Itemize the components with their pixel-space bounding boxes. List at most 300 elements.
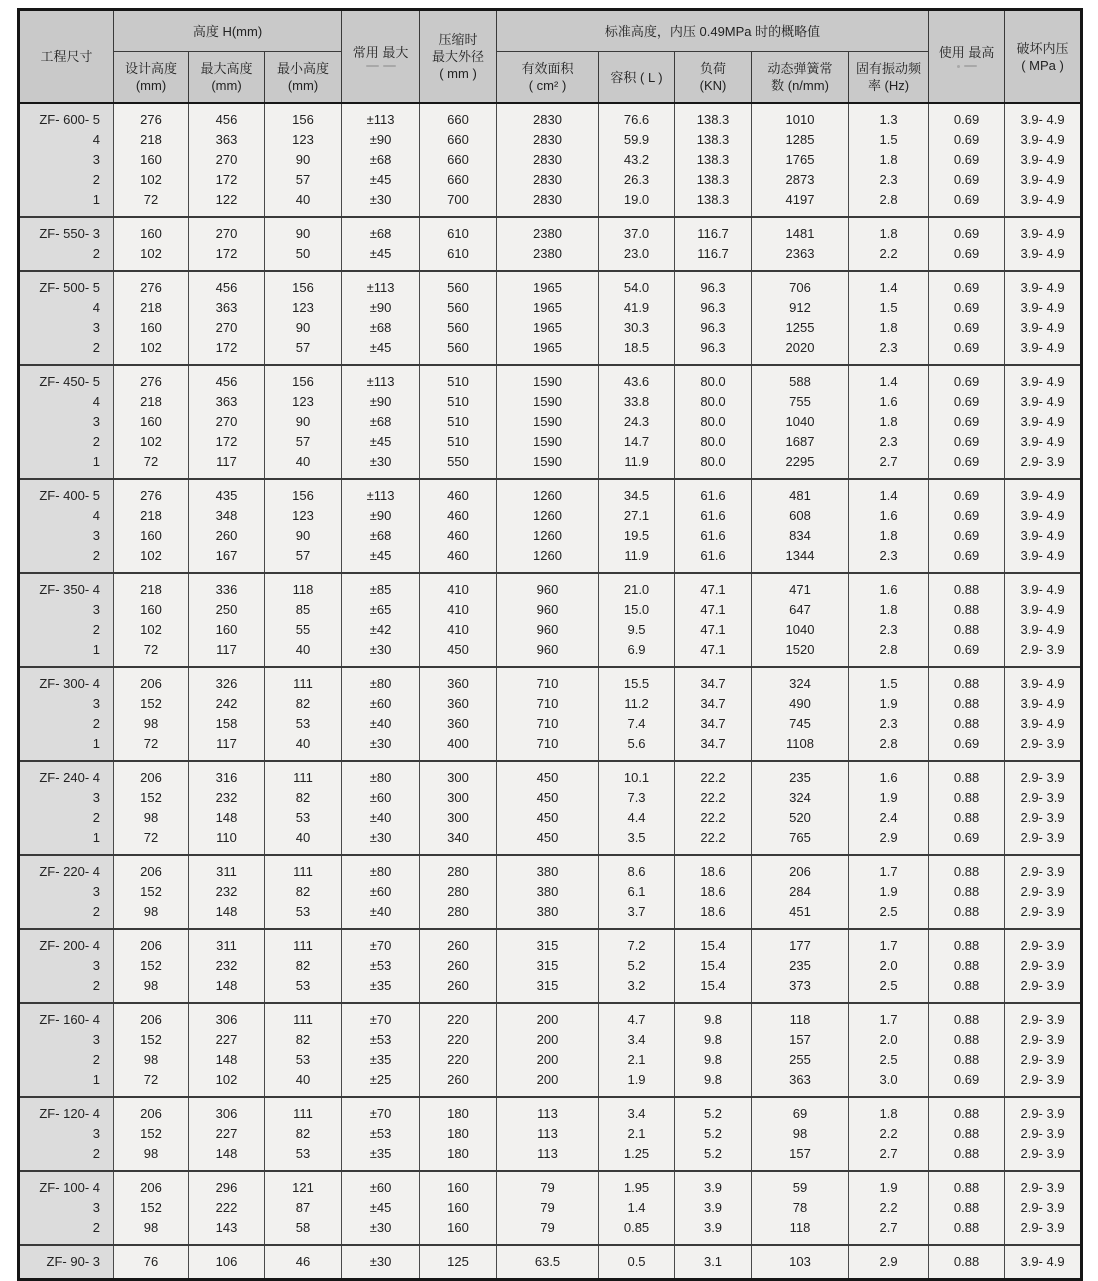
value-cell: 98: [114, 714, 189, 734]
value-cell: ±42: [342, 620, 420, 640]
value-cell: 160: [420, 1198, 497, 1218]
value-cell: ±90: [342, 298, 420, 318]
value-cell: 2.9- 3.9: [1005, 1218, 1082, 1245]
value-cell: 2.2: [849, 244, 929, 271]
value-cell: 0.88: [929, 1097, 1005, 1124]
value-cell: 2.9- 3.9: [1005, 1171, 1082, 1198]
value-cell: 206: [114, 929, 189, 956]
value-cell: ±35: [342, 1050, 420, 1070]
value-cell: 206: [114, 855, 189, 882]
value-cell: 608: [752, 506, 849, 526]
value-cell: 90: [265, 150, 342, 170]
value-cell: 220: [420, 1003, 497, 1030]
value-cell: 1.4: [849, 479, 929, 506]
value-cell: 490: [752, 694, 849, 714]
value-cell: 3.9: [675, 1218, 752, 1245]
value-cell: 3.9- 4.9: [1005, 244, 1082, 271]
value-cell: 113: [497, 1097, 599, 1124]
value-cell: 113: [497, 1144, 599, 1171]
value-cell: 1.9: [849, 788, 929, 808]
value-cell: 22.2: [675, 761, 752, 788]
value-cell: 218: [114, 392, 189, 412]
value-cell: 765: [752, 828, 849, 855]
value-cell: 148: [189, 1144, 265, 1171]
value-cell: 3.9- 4.9: [1005, 546, 1082, 573]
value-cell: 1.8: [849, 217, 929, 244]
header-load: 负荷 (KN): [675, 52, 752, 104]
value-cell: 0.88: [929, 694, 1005, 714]
table-row: [19, 902, 1082, 929]
value-cell: 450: [497, 828, 599, 855]
value-cell: 380: [497, 902, 599, 929]
value-cell: 481: [752, 479, 849, 506]
value-cell: 98: [114, 1144, 189, 1171]
value-cell: ±30: [342, 190, 420, 217]
value-cell: 2.9: [849, 1245, 929, 1280]
table-row: [19, 855, 1082, 882]
value-cell: 160: [189, 620, 265, 640]
value-cell: 1.5: [849, 130, 929, 150]
value-cell: 40: [265, 190, 342, 217]
header-engineering-size: 工程尺寸: [19, 10, 114, 104]
value-cell: 316: [189, 761, 265, 788]
table-row: [19, 452, 1082, 479]
value-cell: 460: [420, 546, 497, 573]
redacted-text-remnant: [342, 63, 419, 69]
value-cell: 2.8: [849, 190, 929, 217]
value-cell: 1687: [752, 432, 849, 452]
value-cell: 1.7: [849, 855, 929, 882]
value-cell: 152: [114, 882, 189, 902]
value-cell: 200: [497, 1070, 599, 1097]
value-cell: 0.69: [929, 640, 1005, 667]
value-cell: 123: [265, 130, 342, 150]
value-cell: 0.69: [929, 479, 1005, 506]
value-cell: 2.9- 3.9: [1005, 1003, 1082, 1030]
value-cell: 1.95: [599, 1171, 675, 1198]
value-cell: 152: [114, 788, 189, 808]
value-cell: 5.2: [599, 956, 675, 976]
value-cell: 14.7: [599, 432, 675, 452]
value-cell: 0.69: [929, 452, 1005, 479]
value-cell: 276: [114, 271, 189, 298]
value-cell: 2.0: [849, 956, 929, 976]
value-cell: 156: [265, 271, 342, 298]
value-cell: 9.5: [599, 620, 675, 640]
value-cell: 1965: [497, 271, 599, 298]
value-cell: 0.88: [929, 976, 1005, 1003]
value-cell: ±70: [342, 1097, 420, 1124]
value-cell: 360: [420, 667, 497, 694]
model-cell: ZF- 240- 4: [19, 761, 114, 788]
value-cell: 1590: [497, 365, 599, 392]
value-cell: 53: [265, 714, 342, 734]
value-cell: 520: [752, 808, 849, 828]
value-cell: 24.3: [599, 412, 675, 432]
model-cell: 4: [19, 298, 114, 318]
value-cell: 232: [189, 956, 265, 976]
value-cell: 98: [114, 808, 189, 828]
value-cell: 280: [420, 855, 497, 882]
value-cell: 19.0: [599, 190, 675, 217]
value-cell: 123: [265, 506, 342, 526]
value-cell: 1.5: [849, 667, 929, 694]
value-cell: ±80: [342, 855, 420, 882]
value-cell: 456: [189, 103, 265, 130]
value-cell: 300: [420, 808, 497, 828]
value-cell: 0.69: [929, 546, 1005, 573]
value-cell: 1.4: [849, 271, 929, 298]
value-cell: 3.0: [849, 1070, 929, 1097]
value-cell: 111: [265, 855, 342, 882]
value-cell: 311: [189, 929, 265, 956]
table-row: [19, 1124, 1082, 1144]
value-cell: 0.88: [929, 1171, 1005, 1198]
value-cell: 61.6: [675, 526, 752, 546]
value-cell: 111: [265, 1003, 342, 1030]
value-cell: 2.3: [849, 546, 929, 573]
value-cell: 2.7: [849, 452, 929, 479]
value-cell: 180: [420, 1097, 497, 1124]
value-cell: 0.69: [929, 130, 1005, 150]
value-cell: ±30: [342, 828, 420, 855]
value-cell: 2.9- 3.9: [1005, 855, 1082, 882]
value-cell: 102: [114, 432, 189, 452]
value-cell: 0.69: [929, 338, 1005, 365]
table-row: [19, 318, 1082, 338]
value-cell: 1.25: [599, 1144, 675, 1171]
value-cell: 157: [752, 1030, 849, 1050]
table-row: [19, 600, 1082, 620]
value-cell: 63.5: [497, 1245, 599, 1280]
value-cell: 47.1: [675, 620, 752, 640]
value-cell: 2.9- 3.9: [1005, 1144, 1082, 1171]
table-row: [19, 1030, 1082, 1050]
value-cell: 255: [752, 1050, 849, 1070]
value-cell: 102: [114, 338, 189, 365]
value-cell: 710: [497, 667, 599, 694]
value-cell: 227: [189, 1030, 265, 1050]
value-cell: ±45: [342, 432, 420, 452]
value-cell: 460: [420, 526, 497, 546]
value-cell: 324: [752, 788, 849, 808]
value-cell: ±35: [342, 1144, 420, 1171]
value-cell: 53: [265, 902, 342, 929]
value-cell: 0.69: [929, 412, 1005, 432]
value-cell: 57: [265, 546, 342, 573]
table-row: [19, 392, 1082, 412]
value-cell: 206: [114, 761, 189, 788]
value-cell: 46: [265, 1245, 342, 1280]
value-cell: 450: [497, 761, 599, 788]
value-cell: ±68: [342, 318, 420, 338]
model-cell: 3: [19, 694, 114, 714]
spec-table-body: [19, 103, 1082, 1280]
table-row: [19, 190, 1082, 217]
header-effective-area: 有效面积 ( cm² ): [497, 52, 599, 104]
value-cell: 34.7: [675, 694, 752, 714]
value-cell: 380: [497, 882, 599, 902]
table-row: [19, 714, 1082, 734]
value-cell: 710: [497, 694, 599, 714]
value-cell: 0.69: [929, 392, 1005, 412]
value-cell: ±40: [342, 808, 420, 828]
model-cell: ZF- 450- 5: [19, 365, 114, 392]
value-cell: 18.6: [675, 882, 752, 902]
value-cell: 98: [752, 1124, 849, 1144]
value-cell: 53: [265, 808, 342, 828]
value-cell: 1590: [497, 452, 599, 479]
value-cell: ±30: [342, 640, 420, 667]
value-cell: 0.88: [929, 956, 1005, 976]
value-cell: 206: [114, 1003, 189, 1030]
value-cell: 3.9: [675, 1198, 752, 1218]
table-row: [19, 573, 1082, 600]
value-cell: 117: [189, 640, 265, 667]
value-cell: 0.69: [929, 298, 1005, 318]
value-cell: 755: [752, 392, 849, 412]
value-cell: 7.4: [599, 714, 675, 734]
table-row: [19, 546, 1082, 573]
value-cell: 2.4: [849, 808, 929, 828]
value-cell: 2.9- 3.9: [1005, 976, 1082, 1003]
model-cell: 3: [19, 1124, 114, 1144]
value-cell: 79: [497, 1171, 599, 1198]
value-cell: 102: [114, 244, 189, 271]
value-cell: 118: [265, 573, 342, 600]
value-cell: 18.6: [675, 902, 752, 929]
value-cell: 34.7: [675, 667, 752, 694]
value-cell: 3.2: [599, 976, 675, 1003]
table-row: [19, 170, 1082, 190]
value-cell: ±25: [342, 1070, 420, 1097]
value-cell: 2.9- 3.9: [1005, 956, 1082, 976]
value-cell: 3.9- 4.9: [1005, 318, 1082, 338]
value-cell: 111: [265, 761, 342, 788]
value-cell: 47.1: [675, 600, 752, 620]
value-cell: 0.69: [929, 506, 1005, 526]
value-cell: 1.7: [849, 929, 929, 956]
value-cell: 588: [752, 365, 849, 392]
value-cell: 1.8: [849, 150, 929, 170]
value-cell: 5.2: [675, 1124, 752, 1144]
value-cell: 6.1: [599, 882, 675, 902]
value-cell: 270: [189, 318, 265, 338]
header-dynamic-spring-constant: 动态弹簧常 数 (n/mm): [752, 52, 849, 104]
value-cell: ±53: [342, 1124, 420, 1144]
value-cell: 270: [189, 150, 265, 170]
value-cell: 152: [114, 1030, 189, 1050]
model-cell: 1: [19, 734, 114, 761]
header-standard-condition-group: 标准高度，内压 0.49MPa 时的概略值: [497, 10, 929, 52]
value-cell: 3.9- 4.9: [1005, 130, 1082, 150]
header-common-max-stroke: 常用 最大: [342, 10, 420, 104]
model-cell: ZF- 90- 3: [19, 1245, 114, 1280]
value-cell: 55: [265, 620, 342, 640]
value-cell: 111: [265, 1097, 342, 1124]
value-cell: 2.9- 3.9: [1005, 761, 1082, 788]
value-cell: 0.5: [599, 1245, 675, 1280]
value-cell: ±30: [342, 1245, 420, 1280]
value-cell: 72: [114, 1070, 189, 1097]
model-cell: 3: [19, 600, 114, 620]
value-cell: 270: [189, 217, 265, 244]
value-cell: 2.9- 3.9: [1005, 788, 1082, 808]
table-row: [19, 1097, 1082, 1124]
value-cell: 15.5: [599, 667, 675, 694]
table-row: [19, 103, 1082, 130]
value-cell: 1.4: [849, 365, 929, 392]
value-cell: 118: [752, 1218, 849, 1245]
value-cell: 90: [265, 318, 342, 338]
value-cell: 34.5: [599, 479, 675, 506]
value-cell: 1.8: [849, 412, 929, 432]
value-cell: 3.9- 4.9: [1005, 190, 1082, 217]
value-cell: 23.0: [599, 244, 675, 271]
value-cell: 82: [265, 788, 342, 808]
value-cell: 276: [114, 365, 189, 392]
value-cell: 2.7: [849, 1218, 929, 1245]
value-cell: 0.88: [929, 761, 1005, 788]
value-cell: 0.69: [929, 1070, 1005, 1097]
value-cell: 235: [752, 956, 849, 976]
value-cell: 435: [189, 479, 265, 506]
value-cell: 160: [114, 150, 189, 170]
value-cell: 2.3: [849, 338, 929, 365]
value-cell: 306: [189, 1097, 265, 1124]
table-row: [19, 130, 1082, 150]
value-cell: 2.2: [849, 1198, 929, 1218]
value-cell: 360: [420, 694, 497, 714]
value-cell: 118: [752, 1003, 849, 1030]
value-cell: 2.9- 3.9: [1005, 1124, 1082, 1144]
value-cell: 260: [420, 1070, 497, 1097]
value-cell: 660: [420, 150, 497, 170]
value-cell: 106: [189, 1245, 265, 1280]
value-cell: 456: [189, 271, 265, 298]
value-cell: 2.5: [849, 976, 929, 1003]
value-cell: 700: [420, 190, 497, 217]
value-cell: 3.9- 4.9: [1005, 506, 1082, 526]
value-cell: 363: [189, 130, 265, 150]
value-cell: 2830: [497, 170, 599, 190]
value-cell: 960: [497, 620, 599, 640]
value-cell: 1.8: [849, 526, 929, 546]
value-cell: 5.2: [675, 1097, 752, 1124]
value-cell: 206: [114, 1171, 189, 1198]
value-cell: ±35: [342, 976, 420, 1003]
model-cell: 2: [19, 338, 114, 365]
header-height-group: 高度 H(mm): [114, 10, 342, 52]
value-cell: 0.69: [929, 271, 1005, 298]
value-cell: 6.9: [599, 640, 675, 667]
value-cell: 156: [265, 479, 342, 506]
value-cell: ±90: [342, 506, 420, 526]
value-cell: 18.5: [599, 338, 675, 365]
value-cell: 61.6: [675, 546, 752, 573]
value-cell: 4.7: [599, 1003, 675, 1030]
value-cell: 148: [189, 902, 265, 929]
value-cell: 72: [114, 190, 189, 217]
value-cell: 0.69: [929, 734, 1005, 761]
value-cell: 172: [189, 338, 265, 365]
value-cell: 123: [265, 298, 342, 318]
value-cell: 235: [752, 761, 849, 788]
table-row: [19, 734, 1082, 761]
value-cell: 0.88: [929, 855, 1005, 882]
model-cell: 2: [19, 1144, 114, 1171]
value-cell: 1040: [752, 620, 849, 640]
value-cell: 3.9- 4.9: [1005, 600, 1082, 620]
value-cell: 2.9- 3.9: [1005, 1050, 1082, 1070]
value-cell: 22.2: [675, 808, 752, 828]
value-cell: 2.7: [849, 1144, 929, 1171]
value-cell: 98: [114, 902, 189, 929]
value-cell: 57: [265, 432, 342, 452]
redacted-text-remnant: [929, 63, 1004, 69]
value-cell: 1108: [752, 734, 849, 761]
model-cell: ZF- 400- 5: [19, 479, 114, 506]
value-cell: 2.9- 3.9: [1005, 808, 1082, 828]
value-cell: ±85: [342, 573, 420, 600]
value-cell: 1965: [497, 298, 599, 318]
value-cell: 1481: [752, 217, 849, 244]
value-cell: 1260: [497, 526, 599, 546]
value-cell: 3.9- 4.9: [1005, 217, 1082, 244]
value-cell: 2830: [497, 150, 599, 170]
value-cell: 410: [420, 600, 497, 620]
value-cell: 510: [420, 365, 497, 392]
value-cell: 0.88: [929, 1198, 1005, 1218]
value-cell: 270: [189, 412, 265, 432]
model-cell: 3: [19, 882, 114, 902]
value-cell: 1520: [752, 640, 849, 667]
model-cell: 2: [19, 244, 114, 271]
value-cell: 363: [189, 392, 265, 412]
value-cell: 2830: [497, 190, 599, 217]
value-cell: 1.6: [849, 506, 929, 526]
model-cell: 2: [19, 1218, 114, 1245]
value-cell: 660: [420, 130, 497, 150]
value-cell: 510: [420, 392, 497, 412]
value-cell: ±53: [342, 956, 420, 976]
value-cell: 85: [265, 600, 342, 620]
value-cell: 158: [189, 714, 265, 734]
value-cell: ±70: [342, 929, 420, 956]
value-cell: 610: [420, 244, 497, 271]
value-cell: 276: [114, 479, 189, 506]
table-row: [19, 1050, 1082, 1070]
value-cell: 79: [497, 1218, 599, 1245]
value-cell: ±40: [342, 902, 420, 929]
model-cell: 4: [19, 506, 114, 526]
value-cell: 460: [420, 479, 497, 506]
value-cell: ±60: [342, 1171, 420, 1198]
header-design-height: 设计高度 (mm): [114, 52, 189, 104]
value-cell: 3.9- 4.9: [1005, 1245, 1082, 1280]
value-cell: 0.88: [929, 1003, 1005, 1030]
value-cell: 260: [420, 976, 497, 1003]
value-cell: 47.1: [675, 573, 752, 600]
value-cell: 3.1: [675, 1245, 752, 1280]
value-cell: 450: [420, 640, 497, 667]
value-cell: 710: [497, 734, 599, 761]
value-cell: 560: [420, 338, 497, 365]
table-row: [19, 1144, 1082, 1171]
value-cell: 11.2: [599, 694, 675, 714]
model-cell: ZF- 220- 4: [19, 855, 114, 882]
value-cell: 33.8: [599, 392, 675, 412]
